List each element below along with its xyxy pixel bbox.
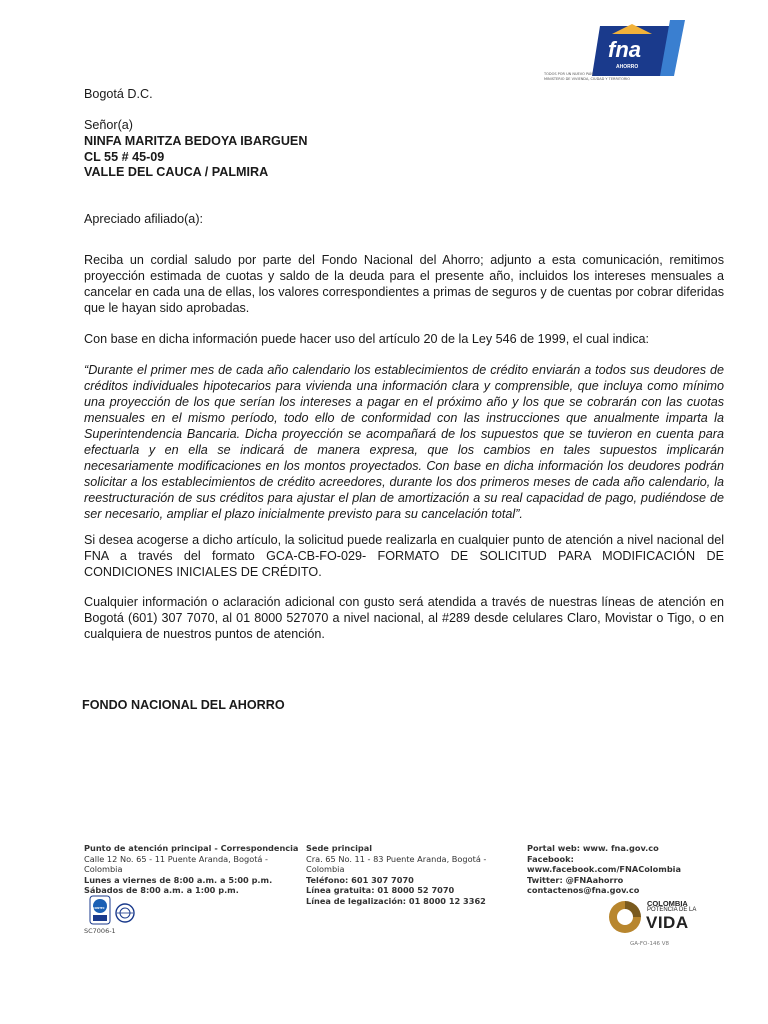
fna-logo-subtext: AHORRO: [616, 64, 639, 70]
form-code: GA-FO-146 V8: [630, 941, 670, 947]
ministry-text-line-1: TODOS POR UN NUEVO PAÍS: [544, 72, 594, 76]
greeting: Apreciado afiliado(a):: [84, 212, 204, 226]
colombia-line-3: VIDA: [646, 913, 689, 932]
footer-column-2: [306, 843, 521, 907]
icontec-badge: [89, 895, 111, 925]
salutation: Señor(a): [84, 118, 133, 132]
letter-city: Bogotá D.C.: [84, 87, 153, 101]
colombia-line-1: COLOMBIA: [647, 899, 688, 908]
ministry-text-line-2: MINISTERIO DE VIVIENDA, CIUDAD Y TERRITORIO: [544, 76, 631, 81]
footer-email-link[interactable]: contactenos@fna.gov.co: [527, 885, 640, 896]
paragraph-4: Cualquier información o aclaración adicional con gusto será atendida a través de nuestras líneas de atención en Bogotá (601) 307 7070, al 01 8000 527070 a nivel nacional, al #289 desde celulares Claro, Movistar o Tigo, o en cualquiera de nuestros puntos de atención.: [84, 595, 724, 641]
iqnet-badge: [115, 903, 135, 923]
colombia-potencia-logo: [607, 899, 707, 935]
footer-portal-link[interactable]: Portal web: www. fna.gov.co: [527, 843, 659, 853]
iqnet-icon: [115, 903, 135, 923]
footer-col2-title: Sede principal: [306, 843, 373, 853]
paragraph-3: Si desea acogerse a dicho artículo, la solicitud puede realizarla en cualquier punto de atención a nivel nacional del FNA a través del formato GCA-CB-FO-029- FORMATO DE SOLICITUD PARA MODIFICACIÓN DE CONDICIONES INICIALES DE CRÉDITO.: [84, 533, 724, 579]
footer-col2-line3: Línea gratuita: 01 8000 52 7070: [306, 885, 455, 896]
footer-col1-line3: Sábados de 8:00 a.m. a 1:00 p.m.: [84, 885, 239, 896]
footer-column-1: [84, 843, 299, 896]
recipient-address: CL 55 # 45-09: [84, 150, 165, 164]
footer-col2-line1: Cra. 65 No. 11 - 83 Puente Aranda, Bogotá - Colombia: [306, 853, 487, 875]
footer-col2-line4: Línea de legalización: 01 8000 12 3362: [306, 895, 486, 906]
paragraph-2: Con base en dicha información puede hacer uso del artículo 20 de la Ley 546 de 1999, el cual indica:: [84, 332, 650, 346]
certificate-code: SC7006-1: [84, 927, 116, 935]
recipient-city: VALLE DEL CAUCA / PALMIRA: [84, 165, 269, 179]
footer-col1-title: Punto de atención principal - Correspondencia: [84, 843, 299, 853]
footer-col1-line1: Calle 12 No. 65 - 11 Puente Aranda, Bogotá - Colombia: [84, 853, 269, 875]
fna-logo-text: fna: [608, 37, 641, 62]
icontec-icon: [89, 895, 111, 925]
footer-column-3: [527, 843, 727, 896]
footer-col1-line2: Lunes a viernes de 8:00 a.m. a 5:00 p.m.: [84, 874, 273, 885]
footer-facebook-link[interactable]: Facebook: www.facebook.com/FNAColombia: [527, 853, 682, 875]
footer-col2-line2: Teléfono: 601 307 7070: [306, 874, 414, 885]
law-quote: “Durante el primer mes de cada año calendario los establecimientos de crédito enviarán a todos sus deudores de créditos individuales hipotecarios para vivienda una información clara y comprensible, que incluya como mínimo una proyección de los que serían los intereses a pagar en el próximo año y los que se cobrarán con las cuotas mensuales en el mismo período, todo ello de conformidad con las instrucciones que anualmente imparta la Superintendencia Bancaria. Dicha proyección se acompañará de los supuestos que se tuvieron en cuenta para efectuarla y en ella se indicará de manera expresa, que los cambios en tales supuestos implicarán necesariamente modificaciones en los montos proyectados. Con base en dicha información los deudores podrán solicitar a los establecimientos de crédito acreedores, durante los dos primeros meses de cada año calendario, la reestructuración de sus créditos para ajustar el plan de amortización a su real capacidad de pago, pudiéndose de ser necesario, ampliar el plazo inicialmente previsto para su cancelación total”.: [84, 363, 724, 521]
fna-logo: [590, 20, 685, 76]
signature: FONDO NACIONAL DEL AHORRO: [82, 698, 285, 712]
ministry-text: [544, 72, 684, 81]
recipient-name: NINFA MARITZA BEDOYA IBARGUEN: [84, 134, 308, 148]
colombia-swirl-icon: [607, 899, 643, 935]
colombia-line-2: POTENCIA DE LA: [647, 907, 697, 913]
footer-twitter-link[interactable]: Twitter: @FNAahorro: [527, 874, 624, 885]
paragraph-1: Reciba un cordial saludo por parte del Fondo Nacional del Ahorro; adjunto a esta comunicación, remitimos proyección estimada de cuotas y saldo de la deuda para el presente año, incluidos los intereses mensuales a cancelar en cada una de ellas, los valores correspondientes a primas de seguros y de cuentas por cobrar diferidas que le hayan sido aprobadas.: [84, 253, 724, 315]
icontec-label: ICONTEC: [92, 907, 105, 910]
